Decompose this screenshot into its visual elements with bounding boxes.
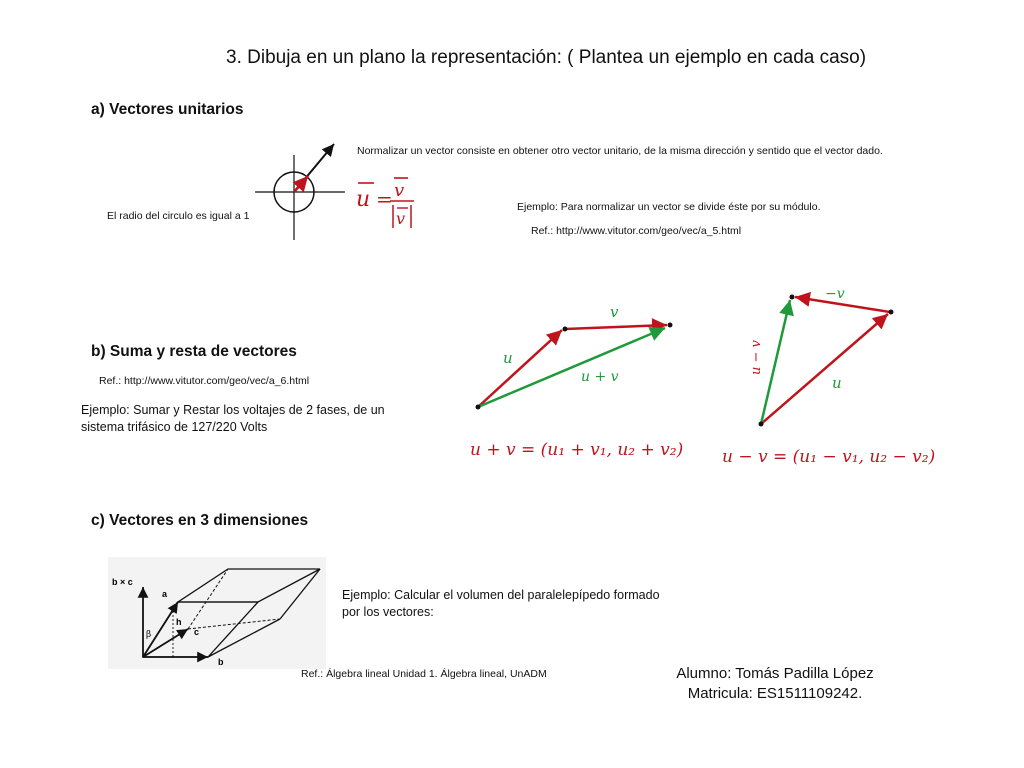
label-a: a <box>162 589 168 599</box>
sum-vector-u-plus-v <box>478 328 665 407</box>
page-title: 3. Dibuja en un plano la representación: ( Plantea un ejemplo en cada caso) <box>226 47 867 68</box>
label-bxc: b × c <box>112 577 133 587</box>
label-c: c <box>194 627 200 637</box>
normalize-formula <box>352 172 422 234</box>
unit-circle-diagram <box>250 140 360 245</box>
section-a-heading: a) Vectores unitarios <box>91 101 244 118</box>
sum-vector-v <box>565 325 667 329</box>
diff-label-u: u <box>832 374 842 392</box>
formula-lhs: u <box>356 187 371 212</box>
sum-label-u: u <box>503 349 513 367</box>
sum-formula-text: u + v = (u₁ + v₁, u₂ + v₂) <box>470 440 684 460</box>
sum-vector-u <box>478 330 562 407</box>
student-name: Alumno: Tomás Padilla López <box>676 665 874 682</box>
sum-formula <box>468 433 683 465</box>
formula-denominator: v <box>396 209 406 228</box>
normalize-description: Normalizar un vector consiste en obtener otro vector unitario, de la misma dirección y sentido que el vector dado. <box>357 145 883 157</box>
label-b: b <box>218 657 224 667</box>
diff-formula-text: u − v = (u₁ − v₁, u₂ − v₂) <box>722 447 936 467</box>
ref-c: Ref.: Álgebra lineal Unidad 1. Álgebra lineal, UnADM <box>301 668 547 680</box>
sum-example-text: Ejemplo: Sumar y Restar los voltajes de 2 fases, de un sistema trifásico de 127/220 Volts <box>81 403 385 434</box>
section-c-heading: c) Vectores en 3 dimensiones <box>91 512 309 529</box>
ref-link-b[interactable]: Ref.: http://www.vitutor.com/geo/vec/a_6.html <box>99 375 310 387</box>
diff-vector-u-minus-v <box>761 300 790 424</box>
unit-vector-u <box>294 176 308 192</box>
sum-label-v: v <box>610 303 619 321</box>
sum-label-u-plus-v: u + v <box>581 369 619 385</box>
label-beta: β <box>146 630 152 640</box>
normalize-example: Ejemplo: Para normalizar un vector se divide éste por su módulo. <box>517 201 821 213</box>
student-info <box>650 664 900 704</box>
vector-difference-diagram <box>740 280 910 430</box>
section-b-heading: b) Suma y resta de vectores <box>91 343 297 360</box>
formula-equals: = <box>376 187 393 211</box>
student-id: Matricula: ES1511109242. <box>687 685 863 702</box>
parallelepiped-diagram <box>108 557 326 669</box>
diff-label-minus-v: −v <box>825 286 845 302</box>
circle-note: El radio del circulo es igual a 1 <box>107 210 250 222</box>
diff-label-u-minus-v: u − v <box>749 340 764 375</box>
diff-formula <box>720 440 935 472</box>
vector-sum-diagram <box>465 295 695 420</box>
formula-numerator: v <box>394 180 405 201</box>
diff-vector-u <box>761 314 888 424</box>
label-h: h <box>176 617 182 627</box>
ref-link-a[interactable]: Ref.: http://www.vitutor.com/geo/vec/a_5.html <box>531 225 742 237</box>
volume-example-text: Ejemplo: Calcular el volumen del paralelepípedo formado por los vectores: <box>342 588 660 619</box>
